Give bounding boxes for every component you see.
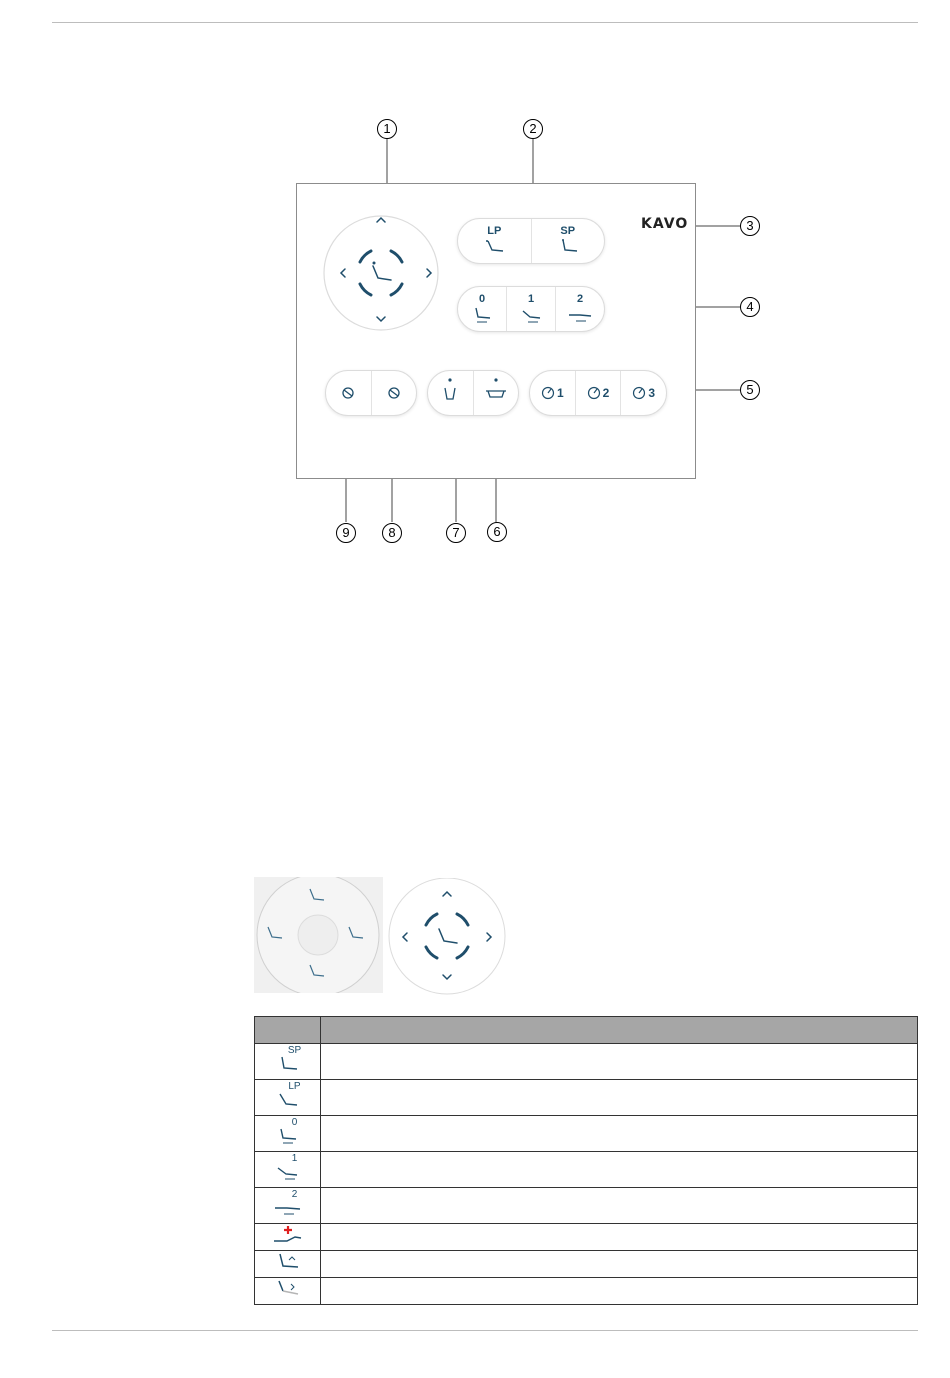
new-joystick-image [387,878,507,996]
patient-program-buttons [457,218,605,264]
cup-filler-button[interactable] [428,371,473,415]
lp-label: LP [487,225,502,237]
callout-9: 9 [336,523,356,543]
callout-4: 4 [740,297,760,317]
chair-up-icon [274,1252,302,1272]
bowl-rinse-icon [484,378,508,402]
position-2-label: 2 [576,293,584,305]
chair-position-1-icon [275,1164,301,1180]
lp-button[interactable] [458,219,531,263]
lamp-icon [341,386,355,400]
chair-lp-icon [275,1092,301,1108]
callout-1: 1 [377,119,397,139]
cup-filler-icon [442,378,458,402]
callout-6: 6 [487,522,507,542]
timer-icon [541,386,555,400]
timer-icon [587,386,601,400]
callout-5: 5 [740,380,760,400]
chair-lp-icon [483,239,505,253]
timer-1-label: 1 [556,386,564,400]
chair-position-buttons [457,286,605,332]
lamp-icon [387,386,401,400]
callout-8: 8 [382,523,402,543]
table-row [255,1278,918,1305]
emergency-position-icon [273,1225,303,1245]
table-header-description [321,1017,918,1044]
legend-table [254,1016,918,1305]
position-1-label: 1 [527,293,535,305]
row-description [321,1044,918,1080]
button-9[interactable] [326,371,371,415]
row-description [321,1251,918,1278]
callout-3: 3 [740,216,760,236]
callout-2: 2 [523,119,543,139]
row-description [321,1080,918,1116]
table-row [255,1224,918,1251]
button-8[interactable] [371,371,417,415]
chair-position-2-icon [568,307,592,323]
table-row [255,1152,918,1188]
sp-label: SP [560,225,576,237]
light-buttons [325,370,417,416]
old-joystick-image [254,877,383,993]
row-description [321,1224,918,1251]
timer-buttons [529,370,667,416]
row-description [321,1278,918,1305]
callout-7: 7 [446,523,466,543]
kavo-logo: KAVO [641,216,689,232]
table-header-symbol [255,1017,321,1044]
table-row [255,1044,918,1080]
bowl-rinse-button[interactable] [473,371,519,415]
chair-position-0-icon [275,1128,301,1144]
water-buttons [427,370,519,416]
timer-2-label: 2 [602,386,610,400]
icon-label: SP [287,1045,302,1056]
sp-button[interactable] [531,219,605,263]
icon-label: 1 [291,1153,298,1164]
position-1-button[interactable] [506,287,555,331]
position-0-button[interactable] [458,287,506,331]
icon-label: LP [288,1081,301,1092]
timer-icon [632,386,646,400]
position-2-button[interactable] [555,287,604,331]
chair-position-2-icon [274,1200,302,1216]
chair-position-1-icon [520,307,542,323]
timer-1-button[interactable] [530,371,575,415]
footer-rule [52,1330,918,1331]
chair-position-0-icon [471,307,493,323]
table-row [255,1116,918,1152]
row-description [321,1116,918,1152]
backrest-icon [274,1279,302,1299]
timer-3-label: 3 [648,386,656,400]
timer-3-button[interactable] [620,371,666,415]
table-row [255,1251,918,1278]
icon-label: 2 [291,1189,298,1200]
row-description [321,1152,918,1188]
table-row [255,1188,918,1224]
icon-label: 0 [291,1117,298,1128]
joystick-pad[interactable] [323,214,439,334]
position-0-label: 0 [478,293,486,305]
table-row [255,1080,918,1116]
chair-sp-icon [557,239,579,253]
row-description [321,1188,918,1224]
chair-sp-icon [275,1056,301,1072]
timer-2-button[interactable] [575,371,621,415]
